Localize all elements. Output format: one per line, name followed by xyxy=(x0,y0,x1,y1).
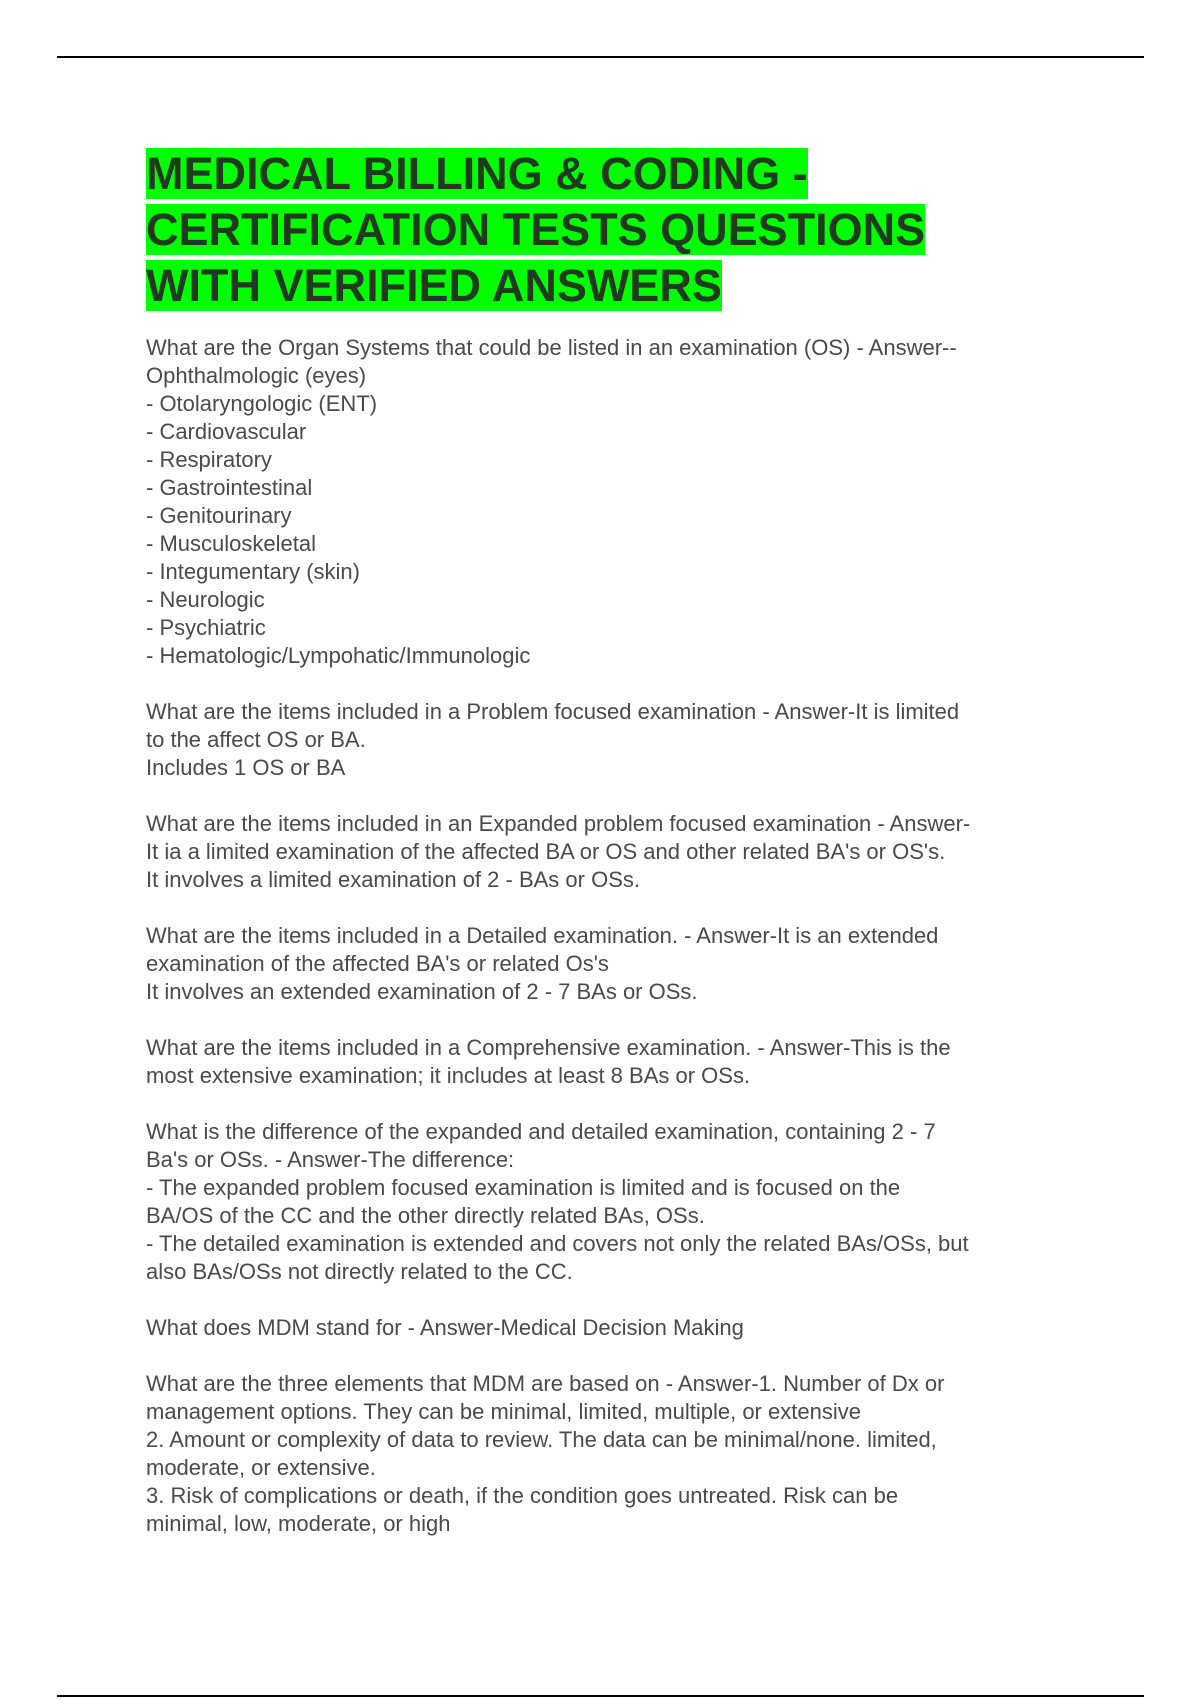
qa-detailed-exam: What are the items included in a Detailed examination. - Answer-It is an extended examination of the affected BA's or related Os's It involves an extended examination of 2 - 7 BAs or OSs. xyxy=(146,923,939,1004)
footer-rule xyxy=(57,1695,1144,1697)
header-rule xyxy=(57,56,1144,58)
document-body xyxy=(146,146,1061,1566)
qa-mdm-elements: What are the three elements that MDM are based on - Answer-1. Number of Dx or management options. They can be minimal, limited, multiple, or extensive 2. Amount or complexity of data to review. The data can be minimal/none. limited, moderate, or extensive. 3. Risk of complications or death, if the condition goes untreated. Risk can be minimal, low, moderate, or high xyxy=(146,1371,945,1536)
qa-expanded-vs-detailed: What is the difference of the expanded and detailed examination, containing 2 - 7 Ba's or OSs. - Answer-The difference: - The expanded problem focused examination is limited and is focused on the BA/OS of the CC and the other directly related BAs, OSs. - The detailed examination is extended and covers not only the related BAs/OSs, but also BAs/OSs not directly related to the CC. xyxy=(146,1119,969,1284)
title-line-2: CERTIFICATION TESTS QUESTIONS xyxy=(146,204,926,255)
qa-mdm-meaning: What does MDM stand for - Answer-Medical Decision Making xyxy=(146,1315,744,1340)
document-title xyxy=(146,146,1061,314)
title-line-1: MEDICAL BILLING & CODING - xyxy=(146,148,808,199)
qa-expanded-problem-focused: What are the items included in an Expanded problem focused examination - Answer- It ia a limited examination of the affected BA or OS and other related BA's or OS's. It involves a limited examination of 2 - BAs or OSs. xyxy=(146,811,971,892)
qa-organ-systems: What are the Organ Systems that could be listed in an examination (OS) - Answer-- Ophthalmologic (eyes) - Otolaryngologic (ENT) - Cardiovascular - Respiratory - Gastrointestinal - Genitourinary - Musculoskeletal - Integumentary (skin) - Neurologic - Psychiatric - Hematologic/Lympohatic/Immunologic xyxy=(146,335,957,668)
title-line-3: WITH VERIFIED ANSWERS xyxy=(146,260,722,311)
qa-problem-focused: What are the items included in a Problem focused examination - Answer-It is limited to the affect OS or BA. Includes 1 OS or BA xyxy=(146,699,960,780)
qa-comprehensive-exam: What are the items included in a Comprehensive examination. - Answer-This is the most extensive examination; it includes at least 8 BAs or OSs. xyxy=(146,1035,951,1088)
